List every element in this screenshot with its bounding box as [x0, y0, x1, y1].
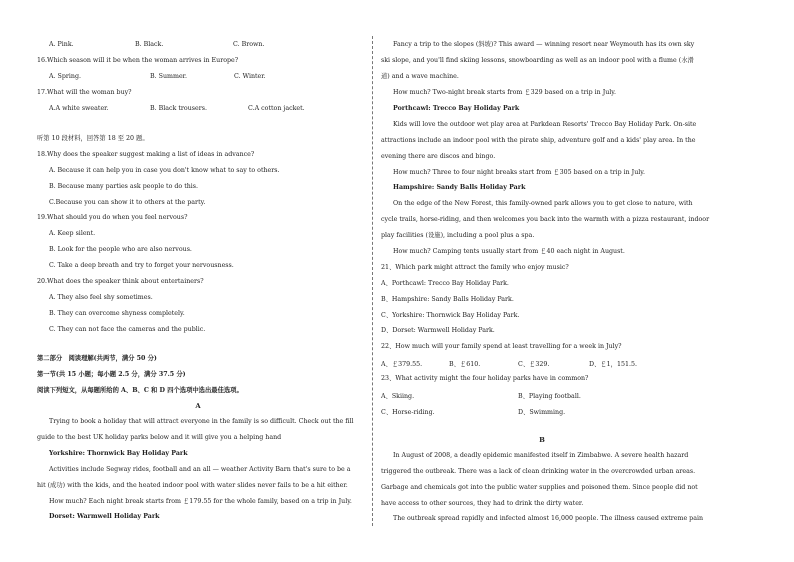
- passage-b-title: B: [539, 436, 545, 444]
- q15-option-b: B. Black.: [135, 41, 164, 48]
- material-10-heading: 听第 10 段材料，回答第 18 至 20 题。: [37, 135, 149, 142]
- question-23: 23、What activity might the four holiday parks have in common?: [381, 375, 589, 382]
- park-4-line-3: play facilities (设施), including a pool plus a spa.: [381, 232, 535, 239]
- park-2-line-2: ski slope, and you'll find skiing lessons, snowboarding as well as an indoor pool with a flume (水滑: [381, 57, 694, 64]
- q23-option-d: D、Swimming.: [518, 409, 566, 416]
- q22-option-b: B、￡610.: [449, 361, 481, 368]
- reading-instruction: 阅读下列短文，从每题所给的 A、B、C 和 D 四个选项中选出最佳选项。: [37, 387, 243, 394]
- passage-a-title: A: [195, 402, 201, 410]
- question-18: 18.Why does the speaker suggest making a list of ideas in advance?: [37, 151, 255, 158]
- q17-option-c: C.A cotton jacket.: [248, 105, 305, 112]
- q18-option-a: A. Because it can help you in case you don't know what to say to others.: [49, 167, 280, 174]
- q21-option-a: A、Porthcawl: Trecco Bay Holiday Park.: [381, 280, 509, 287]
- q21-option-b: B、Hampshire: Sandy Balls Holiday Park.: [381, 296, 514, 303]
- park-3-line-2: attractions include an indoor pool with the pirate ship, adventure golf and a kids' play area. In the: [381, 137, 696, 144]
- park-1-price: How much? Each night break starts from ￡179.55 for the whole family, based on a trip in July.: [49, 498, 352, 505]
- park-4-name: Hampshire: Sandy Balls Holiday Park: [393, 184, 526, 191]
- park-4-line-2: cycle trails, horse-riding, and then welcomes you back into the warmth with a pizza restaurant, indoor: [381, 216, 710, 223]
- q15-option-a: A. Pink.: [49, 41, 74, 48]
- park-2-name: Dorset: Warmwell Holiday Park: [49, 513, 160, 520]
- q20-option-a: A. They also feel shy sometimes.: [49, 294, 153, 301]
- q23-option-b: B、Playing football.: [518, 393, 581, 400]
- q17-option-b: B. Black trousers.: [150, 105, 207, 112]
- passage-b-line-4: have access to other sources, they had to drink the dirty water.: [381, 500, 584, 507]
- park-1-line-1: Activities include Segway rides, football and an all — weather Activity Barn that's sure to be a: [49, 466, 351, 473]
- q18-option-c: C.Because you can show it to others at the party.: [49, 199, 206, 206]
- park-1-name: Yorkshire: Thornwick Bay Holiday Park: [49, 450, 188, 457]
- q22-option-a: A、￡379.55.: [381, 361, 423, 368]
- q19-option-a: A. Keep silent.: [49, 230, 96, 237]
- q15-option-c: C. Brown.: [233, 41, 265, 48]
- q20-option-c: C. They can not face the cameras and the public.: [49, 326, 206, 333]
- q16-option-b: B. Summer.: [150, 73, 187, 80]
- park-4-line-1: On the edge of the New Forest, this family-owned park allows you to get close to nature, with: [393, 200, 693, 207]
- q23-option-a: A、Skiing.: [381, 393, 415, 400]
- q19-option-b: B. Look for the people who are also nervous.: [49, 246, 192, 253]
- q16-option-a: A. Spring.: [49, 73, 82, 80]
- passage-b-line-3: Garbage and chemicals got into the public water supplies and poisoned them. Since people did not: [381, 484, 698, 491]
- passage-a-intro-line-1: Trying to book a holiday that will attract everyone in the family is so difficult. Check out the fill: [49, 418, 354, 425]
- park-3-line-3: evening there are discos and bingo.: [381, 153, 496, 160]
- park-3-line-1: Kids will love the outdoor wet play area at Parkdean Resorts' Trecco Bay Holiday Park. On-site: [393, 121, 697, 128]
- park-2-price: How much? Two-night break starts from ￡329 based on a trip in July.: [393, 89, 617, 96]
- q22-option-d: D、￡1，151.5.: [589, 361, 637, 368]
- question-19: 19.What should you do when you feel nervous?: [37, 214, 188, 221]
- q21-option-d: D、Dorset: Warmwell Holiday Park.: [381, 327, 495, 334]
- question-22: 22、How much will your family spend at least travelling for a week in July?: [381, 343, 622, 350]
- q20-option-b: B. They can overcome shyness completely.: [49, 310, 185, 317]
- passage-b-line-5: The outbreak spread rapidly and infected almost 16,000 people. The illness caused extreme pain: [393, 515, 704, 522]
- park-3-name: Porthcawl: Trecco Bay Holiday Park: [393, 105, 520, 112]
- park-2-line-1: Fancy a trip to the slopes (斜坡)? This award — winning resort near Weymouth has its own sky: [393, 41, 695, 48]
- q22-option-c: C、￡329.: [518, 361, 550, 368]
- passage-b-line-1: In August of 2008, a deadly epidemic manifested itself in Zimbabwe. A severe health hazard: [393, 452, 689, 459]
- park-4-price: How much? Camping tents usually start from ￡40 each night in August.: [393, 248, 625, 255]
- q21-option-c: C、Yorkshire: Thornwick Bay Holiday Park.: [381, 312, 520, 319]
- q16-option-c: C. Winter.: [234, 73, 266, 80]
- question-16: 16.Which season will it be when the woman arrives in Europe?: [37, 57, 239, 64]
- q18-option-b: B. Because many parties ask people to do this.: [49, 183, 199, 190]
- passage-b-line-2: triggered the outbreak. There was a lack of clean drinking water in the overcrowded urban areas.: [381, 468, 696, 475]
- q19-option-c: C. Take a deep breath and try to forget your nervousness.: [49, 262, 234, 269]
- park-1-line-2: hit (成功) with the kids, and the heated indoor pool with water slides never fails to be a hit either.: [37, 482, 348, 489]
- question-20: 20.What does the speaker think about entertainers?: [37, 278, 204, 285]
- section-one-heading: 第一节(共 15 小题；每小题 2.5 分，满分 37.5 分): [37, 371, 186, 378]
- part-two-heading: 第二部分 阅读理解(共两节，满分 50 分): [37, 355, 157, 362]
- park-3-price: How much? Three to four night breaks start from ￡305 based on a trip in July.: [393, 169, 645, 176]
- question-21: 21、Which park might attract the family who enjoy music?: [381, 264, 569, 271]
- q23-option-c: C、Horse-riding.: [381, 409, 435, 416]
- park-2-line-3: 道) and a wave machine.: [381, 73, 459, 80]
- passage-a-intro-line-2: guide to the best UK holiday parks below and it will give you a helping hand: [37, 434, 282, 441]
- question-17: 17.What will the woman buy?: [37, 89, 132, 96]
- column-divider: [372, 36, 373, 526]
- q17-option-a: A.A white sweater.: [49, 105, 109, 112]
